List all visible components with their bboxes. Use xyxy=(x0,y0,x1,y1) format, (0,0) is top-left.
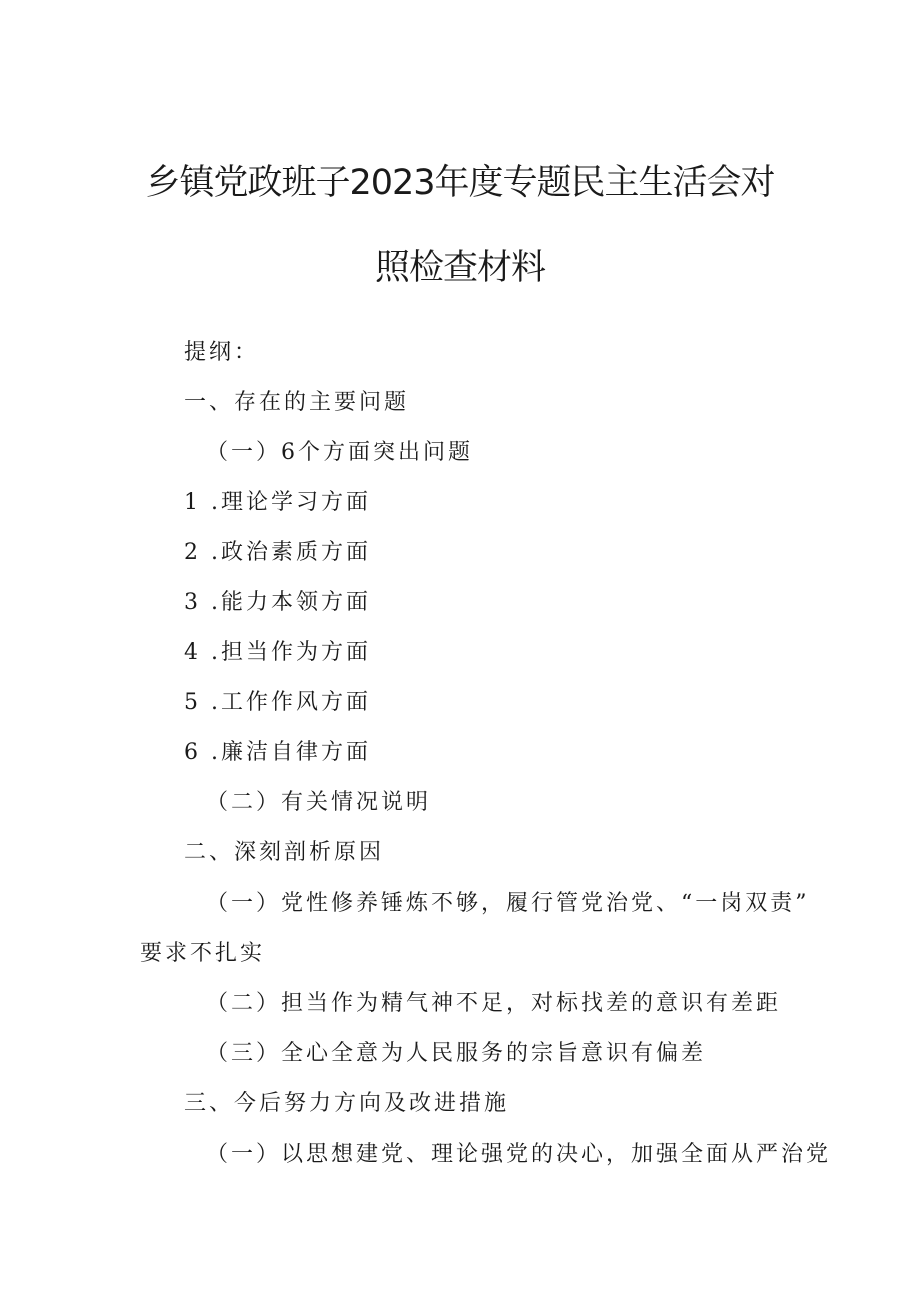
section-2-subheading-2: （二）担当作为精气神不足，对标找差的意识有差距 xyxy=(206,991,782,1016)
document-title-line-1: 乡镇党政班子2023年度专题民主生活会对 xyxy=(145,163,775,203)
section-3-subheading-1: （一）以思想建党、理论强党的决心，加强全面从严治党 xyxy=(206,1142,832,1167)
section-1-item-5: 5 .工作作风方面 xyxy=(184,690,371,715)
section-2-subheading-3: （三）全心全意为人民服务的宗旨意识有偏差 xyxy=(206,1041,707,1066)
outline-label: 提纲： xyxy=(184,340,260,365)
section-3-heading: 三、今后努力方向及改进措施 xyxy=(184,1091,510,1116)
document-title-line-2: 照检查材料 xyxy=(374,248,545,288)
section-2-heading: 二、深刻剖析原因 xyxy=(184,840,385,865)
section-2-subheading-1: （一）党性修养锤炼不够，履行管党治党、“一岗双责” xyxy=(206,891,810,916)
section-1-item-4: 4 .担当作为方面 xyxy=(184,640,371,665)
section-1-item-2: 2 .政治素质方面 xyxy=(184,540,371,565)
section-1-item-3: 3 .能力本领方面 xyxy=(184,590,371,615)
section-1-subheading-1: （一）6个方面突出问题 xyxy=(206,440,473,465)
section-1-item-1: 1 .理论学习方面 xyxy=(184,490,371,515)
section-1-heading: 一、存在的主要问题 xyxy=(184,390,410,415)
section-1-item-6: 6 .廉洁自律方面 xyxy=(184,740,371,765)
section-1-subheading-2: （二）有关情况说明 xyxy=(206,790,432,815)
section-2-subheading-1-continued: 要求不扎实 xyxy=(140,941,266,966)
